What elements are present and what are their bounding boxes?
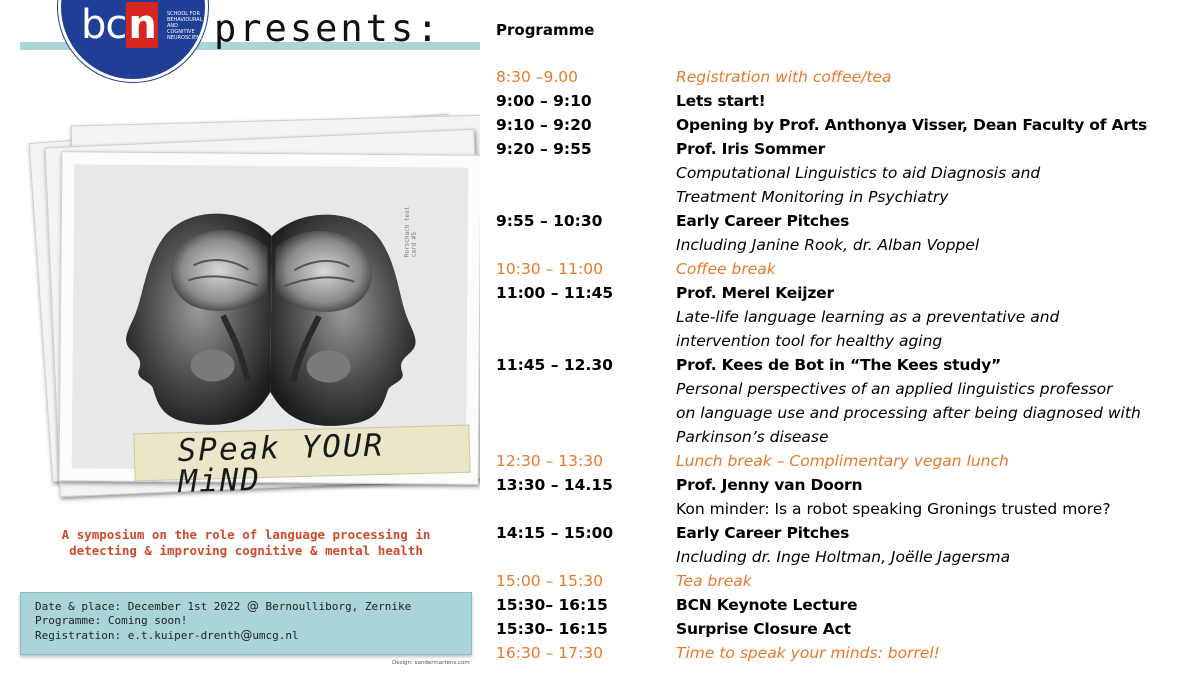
- schedule-row: [496, 521, 1196, 545]
- schedule-text: Prof. Merel Keijzer: [676, 284, 834, 302]
- schedule-text: Early Career Pitches: [676, 212, 850, 230]
- schedule-row: [496, 161, 1196, 185]
- schedule-text: intervention tool for healthy aging: [676, 332, 943, 350]
- schedule-row: [496, 185, 1196, 209]
- schedule-time: 16:30 – 17:30: [496, 644, 603, 662]
- schedule-time: [496, 305, 676, 329]
- tagline-line-1: A symposium on the role of language processing in: [61, 527, 431, 542]
- schedule-row: [496, 425, 1196, 449]
- schedule-row: [496, 497, 1196, 521]
- schedule-row: [496, 281, 1196, 305]
- presents-heading: presents:: [214, 7, 442, 50]
- logo-accent: n: [128, 2, 156, 48]
- schedule-time: 12:30 – 13:30: [496, 452, 603, 470]
- schedule-time: 9:00 – 9:10: [496, 92, 592, 110]
- schedule-time: [496, 401, 676, 425]
- schedule-text: Computational Linguistics to aid Diagnosis and: [676, 164, 1041, 182]
- schedule-text: BCN Keynote Lecture: [676, 596, 858, 614]
- registration-line[interactable]: Registration: e.t.kuiper-drenth@umcg.nl: [35, 628, 299, 642]
- schedule-text: Treatment Monitoring in Psychiatry: [676, 188, 949, 206]
- programme-heading: Programme: [496, 21, 595, 39]
- schedule-break-row: [496, 65, 1196, 89]
- schedule-time: 15:30– 16:15: [496, 620, 608, 638]
- schedule-time: 9:55 – 10:30: [496, 212, 603, 230]
- schedule-row: [496, 617, 1196, 641]
- schedule-row: [496, 473, 1196, 497]
- schedule-row: [496, 329, 1196, 353]
- schedule-row: [496, 401, 1196, 425]
- schedule-break-row: [496, 641, 1196, 665]
- schedule-text: Lunch break – Complimentary vegan lunch: [676, 452, 1009, 470]
- schedule-time: [496, 185, 676, 209]
- schedule-text: Prof. Kees de Bot in “The Kees study”: [676, 356, 1001, 374]
- schedule-break-row: [496, 257, 1196, 281]
- schedule-time: 9:20 – 9:55: [496, 140, 592, 158]
- schedule-time: [496, 425, 676, 449]
- schedule-text: Coffee break: [676, 260, 776, 278]
- programme-schedule: [496, 65, 1196, 665]
- schedule-time: [496, 161, 676, 185]
- schedule-time: [496, 545, 676, 569]
- schedule-text: Parkinson’s disease: [676, 428, 829, 446]
- event-info-box: [20, 592, 472, 655]
- poster: [0, 0, 480, 675]
- schedule-text: Late-life language learning as a preventative and: [676, 308, 1060, 326]
- schedule-text: Personal perspectives of an applied linguistics professor: [676, 380, 1113, 398]
- bcn-logo: [58, 0, 208, 82]
- date-place-line: Date & place: December 1st 2022 @ Bernoulliborg, Zernike: [35, 599, 412, 613]
- schedule-text: on language use and processing after being diagnosed with: [676, 404, 1141, 422]
- schedule-row: [496, 305, 1196, 329]
- schedule-break-row: [496, 449, 1196, 473]
- schedule-text: Time to speak your minds: borrel!: [676, 644, 940, 662]
- schedule-row: [496, 545, 1196, 569]
- speak-your-mind-text: SPeak YOUR MiND: [177, 427, 385, 500]
- photo-card-stack: [30, 118, 480, 508]
- schedule-text: Lets start!: [676, 92, 766, 110]
- schedule-break-row: [496, 569, 1196, 593]
- schedule-text: Early Career Pitches: [676, 524, 850, 542]
- schedule-time: 10:30 – 11:00: [496, 260, 603, 278]
- schedule-text: Prof. Iris Sommer: [676, 140, 826, 158]
- schedule-time: 13:30 – 14.15: [496, 476, 613, 494]
- schedule-text: Prof. Jenny van Doorn: [676, 476, 863, 494]
- vertical-card-note: Rorschach test card #5: [403, 206, 418, 258]
- schedule-time: [496, 329, 676, 353]
- schedule-text: Surprise Closure Act: [676, 620, 851, 638]
- schedule-time: [496, 233, 676, 257]
- schedule-text: Kon minder: Is a robot speaking Gronings trusted more?: [676, 500, 1111, 518]
- symposium-tagline: [0, 527, 480, 559]
- schedule-time: 8:30 –9.00: [496, 68, 578, 86]
- schedule-time: 11:00 – 11:45: [496, 284, 614, 302]
- schedule-row: [496, 89, 1196, 113]
- schedule-row: [496, 113, 1196, 137]
- schedule-text: Registration with coffee/tea: [676, 68, 892, 86]
- schedule-row: [496, 137, 1196, 161]
- schedule-time: 14:15 – 15:00: [496, 524, 614, 542]
- schedule-time: [496, 377, 676, 401]
- schedule-text: Tea break: [676, 572, 752, 590]
- programme-line: Programme: Coming soon!: [35, 614, 188, 627]
- schedule-time: 9:10 – 9:20: [496, 116, 592, 134]
- schedule-row: [496, 353, 1196, 377]
- schedule-time: 11:45 – 12.30: [496, 356, 613, 374]
- programme-section: [496, 20, 1196, 665]
- design-credit: Design: sandermartens.com: [392, 660, 470, 666]
- schedule-row: [496, 377, 1196, 401]
- logo-subtitle: SCHOOL FOR BEHAVIOURAL AND COGNITIVE NEUROSCIENCES: [167, 11, 210, 41]
- schedule-time: [496, 497, 676, 521]
- logo-text: bc: [81, 2, 127, 48]
- schedule-text: Including dr. Inge Holtman, Joëlle Jagersma: [676, 548, 1011, 566]
- schedule-row: [496, 233, 1196, 257]
- schedule-row: [496, 209, 1196, 233]
- tagline-line-2: detecting & improving cognitive & mental health: [69, 543, 423, 558]
- schedule-time: 15:30– 16:15: [496, 596, 608, 614]
- schedule-text: Including Janine Rook, dr. Alban Voppel: [676, 236, 980, 254]
- schedule-text: Opening by Prof. Anthonya Visser, Dean Faculty of Arts: [676, 116, 1147, 134]
- schedule-row: [496, 593, 1196, 617]
- schedule-time: 15:00 – 15:30: [496, 572, 603, 590]
